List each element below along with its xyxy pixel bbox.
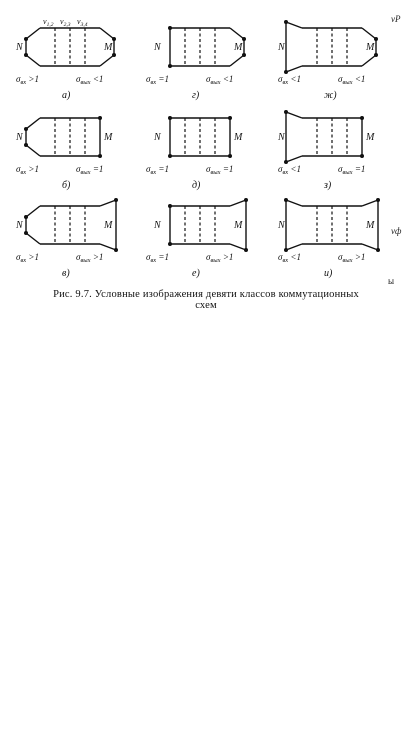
terminal-dot [374,37,378,41]
input-count-label: N [16,132,23,143]
terminal-dot [24,37,28,41]
taper-line [100,244,116,250]
terminal-dot [24,215,28,219]
input-count-label: N [278,220,285,231]
sigma-in-label: $\sigma_{вх} <1$ [278,74,301,86]
output-count-label: M [104,220,113,231]
taper-line [286,200,302,206]
sigma-out-label: $\sigma_{вых} >1$ [338,252,366,264]
terminal-dot [98,116,102,120]
input-count-label: N [154,42,161,53]
sigma-out-label: $\sigma_{вых} =1$ [76,164,104,176]
figure-caption-line1: Рис. 9.7. Условные изображения девяти классов коммутационных [53,289,359,300]
terminal-dot [112,53,116,57]
terminal-dot [228,116,232,120]
output-count-label: M [234,220,243,231]
output-count-label: M [104,42,113,53]
taper-line [26,118,40,129]
terminal-dot [168,154,172,158]
input-count-label: N [154,220,161,231]
sigma-in-label: $\sigma_{вх} <1$ [278,252,301,264]
taper-line [26,145,40,156]
sigma-out-label: $\sigma_{вых} >1$ [76,252,104,264]
panel-letter: а) [62,90,71,101]
output-count-label: M [104,132,113,143]
output-count-label: M [234,42,243,53]
scheme-panel-d [146,116,243,191]
terminal-dot [168,204,172,208]
margin-note-top: vP [391,14,401,24]
panel-letter: в) [62,268,70,279]
sigma-out-label: $\sigma_{вых} =1$ [338,164,366,176]
scheme-panel-zh [277,20,378,101]
terminal-dot [284,110,288,114]
terminal-dot [376,248,380,252]
terminal-dot [168,116,172,120]
taper-line [286,156,302,162]
terminal-dot [98,154,102,158]
terminal-dot [228,154,232,158]
terminal-dot [360,116,364,120]
scheme-panel-e [146,198,248,279]
taper-line [230,55,244,66]
taper-line [100,55,114,66]
input-count-label: N [278,42,285,53]
output-count-label: M [366,132,375,143]
taper-line [286,112,302,118]
terminal-dot [376,198,380,202]
terminal-dot [284,198,288,202]
terminal-dot [24,143,28,147]
taper-line [26,28,40,39]
taper-line [362,244,378,250]
output-count-label: M [366,220,375,231]
taper-line [362,28,376,39]
taper-line [286,244,302,250]
panel-letter: з) [324,180,332,191]
scheme-panel-g [146,26,246,101]
terminal-dot [244,198,248,202]
terminal-dot [168,64,172,68]
terminal-dot [168,26,172,30]
scheme-panel-v [15,198,118,279]
panel-letter: и) [324,268,333,279]
terminal-dot [284,20,288,24]
terminal-dot [24,127,28,131]
sigma-out-label: $\sigma_{вых} <1$ [206,74,234,86]
terminal-dot [374,53,378,57]
stage-transition-label: $v_{1,2}$ [43,17,54,28]
sigma-in-label: $\sigma_{вх} =1$ [146,74,169,86]
taper-line [100,28,114,39]
figure-caption-line2: схем [195,300,217,311]
taper-line [26,206,40,217]
taper-line [286,66,302,72]
sigma-in-label: $\sigma_{вх} =1$ [146,164,169,176]
sigma-out-label: $\sigma_{вых} <1$ [338,74,366,86]
sigma-out-label: $\sigma_{вых} >1$ [206,252,234,264]
terminal-dot [114,248,118,252]
scheme-panel-i [277,198,380,279]
input-count-label: N [16,42,23,53]
input-count-label: N [154,132,161,143]
terminal-dot [24,53,28,57]
sigma-in-label: $\sigma_{вх} =1$ [146,252,169,264]
sigma-in-label: $\sigma_{вх} >1$ [16,164,39,176]
panel-letter: д) [192,180,201,191]
panel-letter: е) [192,268,200,279]
terminal-dot [360,154,364,158]
sigma-in-label: $\sigma_{вх} >1$ [16,252,39,264]
output-count-label: M [234,132,243,143]
scheme-panel-a [15,17,116,101]
taper-line [286,22,302,28]
margin-stray-mark: ы [388,276,395,286]
scheme-panel-z [277,110,375,191]
terminal-dot [112,37,116,41]
sigma-out-label: $\sigma_{вых} =1$ [206,164,234,176]
taper-line [230,28,244,39]
taper-line [362,200,378,206]
input-count-label: N [278,132,285,143]
sigma-out-label: $\sigma_{вых} <1$ [76,74,104,86]
taper-line [100,200,116,206]
taper-line [230,200,246,206]
taper-line [230,244,246,250]
sigma-in-label: $\sigma_{вх} <1$ [278,164,301,176]
terminal-dot [242,53,246,57]
scheme-panel-b [15,116,113,191]
terminal-dot [168,242,172,246]
sigma-in-label: $\sigma_{вх} >1$ [16,74,39,86]
stage-transition-label: $v_{3,4}$ [77,17,88,28]
terminal-dot [24,231,28,235]
panel-letter: ж) [324,90,337,101]
panel-letter: б) [62,180,71,191]
taper-line [362,55,376,66]
stage-transition-label: $v_{2,3}$ [60,17,71,28]
taper-line [26,55,40,66]
input-count-label: N [16,220,23,231]
panel-letter: г) [192,90,200,101]
terminal-dot [244,248,248,252]
terminal-dot [114,198,118,202]
terminal-dot [242,37,246,41]
output-count-label: M [366,42,375,53]
taper-line [26,233,40,244]
margin-note-middle: vф [391,226,402,236]
